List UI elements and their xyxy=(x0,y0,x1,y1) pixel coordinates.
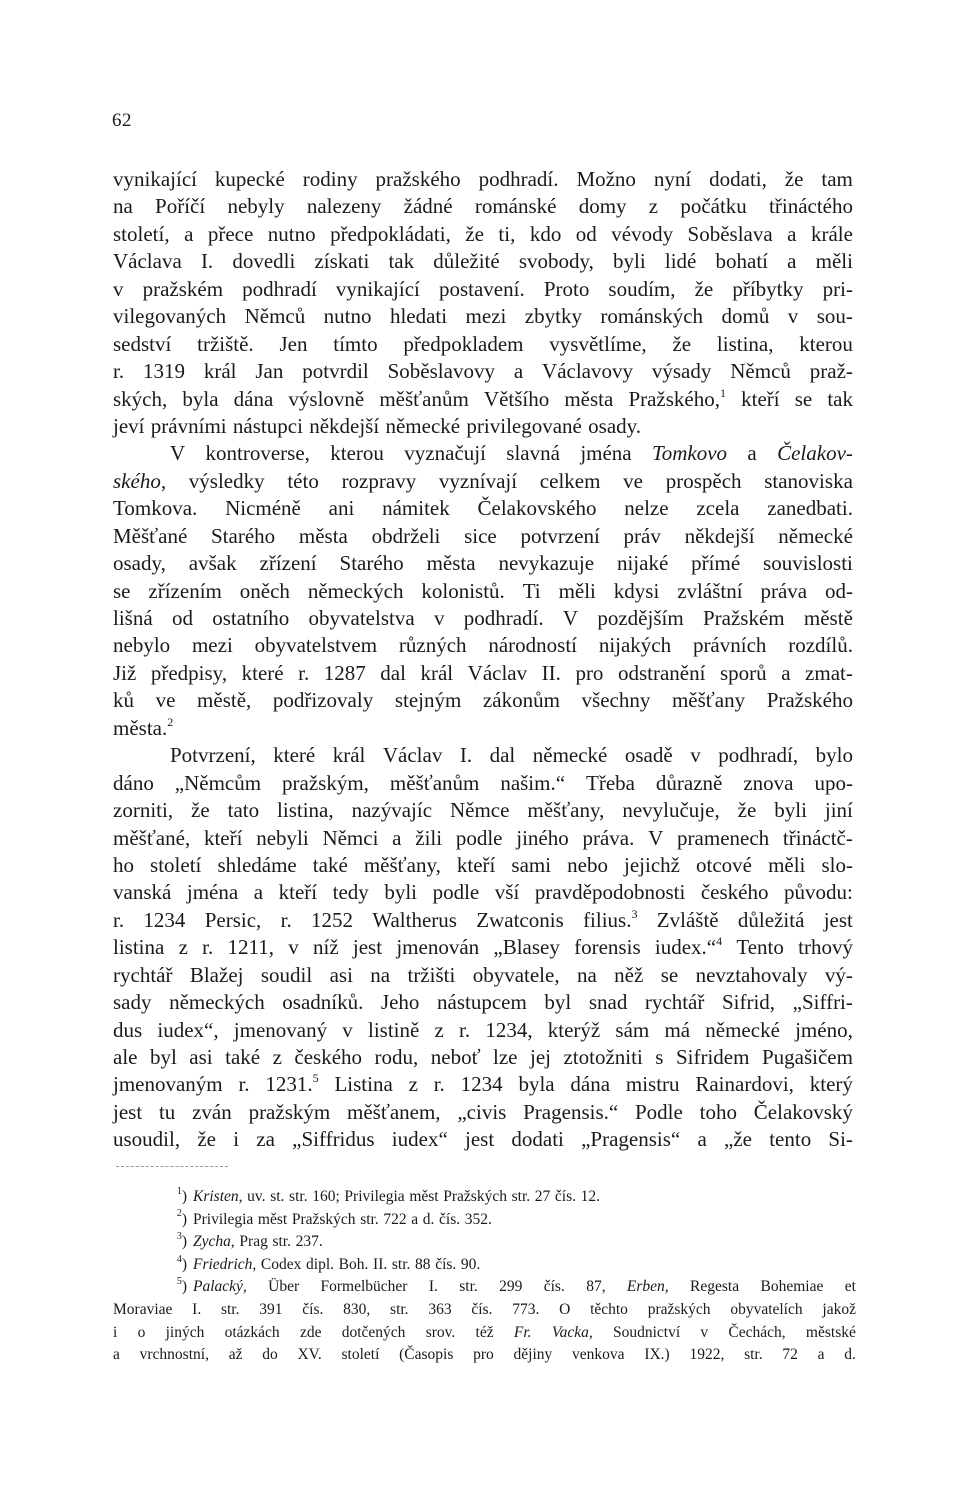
text-line: jmenovaným r. 1231.$^5$ Listina z r. 1234 byla dána mistru Rainardovi, který xyxy=(113,1071,853,1097)
text-line: nebylo mezi obyvatelstvem různých národností nijakých právních rozdílů. xyxy=(113,633,853,658)
text-line: ků ve městě, podřizovaly stejným zákonům všechny měšťany Pražského xyxy=(113,688,853,713)
text-line: vynikající kupecké rodiny pražského podhradí. Možno nyní dodati, že tam xyxy=(113,167,853,191)
text-line: dus iudex“, jmenovaný v listině z r. 1234, kterýž sám má německé jméno, xyxy=(113,1017,853,1042)
text-line: jest tu zván pražským měšťanem, „civis Pragensis.“ Podle toho Čelakovský xyxy=(113,1099,853,1124)
text-line: lišná od ostatního obyvatelstva v podhradí. V pozdějším Pražském městě xyxy=(113,606,853,630)
text-line: Měšťané Starého města obdrželi sice potvrzení práv někdejší německé xyxy=(113,523,853,548)
text-line: Václava I. dovedli získati tak důležité svobody, byli lidé bohatí a měli xyxy=(113,249,853,274)
text-line: sedství tržiště. Jen tímto předpokladem vysvětlíme, že listina, kterou xyxy=(113,331,853,356)
text-line: vanská jména a kteří tedy byli podle vší pravděpodobnosti českého původu: xyxy=(113,880,853,905)
footnote-line: $^5$) Palacký, Über Formelbücher I. str. 299 čís. 87, Erben, Regesta Bohemiae et xyxy=(113,1276,856,1299)
text-line: jeví právními nástupci někdejší německé privilegované osady. xyxy=(113,413,642,438)
footnote-line: a vrchnostní, až do XV. století (Časopis pro dějiny venkova IX.) 1922, str. 72 a d. xyxy=(113,1346,856,1364)
footnote-marker: $^1$) xyxy=(176,1185,187,1205)
text-line: listina z r. 1211, v níž jest jmenován „Blasey forensis iudex.“$^4$ Tento trhový xyxy=(113,934,853,960)
text-line: Již předpisy, které r. 1287 dal král Václav II. pro odstranění sporů a zmat- xyxy=(113,660,853,685)
footnote-marker: $^4$) xyxy=(176,1253,187,1273)
text-line: V kontroverse, kterou vyznačují slavná jména Tomkovo a Čelakov- xyxy=(170,441,853,466)
text-line: usoudil, že i za „Siffridus iudex“ jest dodati „Pragensis“ a „že tento Si- xyxy=(113,1127,853,1152)
text-line: Potvrzení, které král Václav I. dal německé osadě v podhradí, bylo xyxy=(170,743,853,768)
footnote-line: $^4$) Friedrich, Codex dipl. Boh. II. str. 88 čís. 90. xyxy=(113,1254,856,1277)
body-text xyxy=(113,166,853,1154)
text-line: r. 1234 Persic, r. 1252 Waltherus Zwatconis filius.$^3$ Zvláště důležitá jest xyxy=(113,906,853,932)
text-line: rychtář Blažej soudil asi na tržišti obyvatele, na něž se nevztahovaly vý- xyxy=(113,962,853,987)
text-line: r. 1319 král Jan potvrdil Soběslavovy a Václavovy výsady Němců praž- xyxy=(113,359,853,384)
footnote-line: $^2$) Privilegia měst Pražských str. 722 a d. čís. 352. xyxy=(113,1209,856,1232)
text-line: se zřízením oněch německých kolonistů. Ti měli kdysi zvláštní práva od- xyxy=(113,578,853,603)
footnote-separator xyxy=(116,1166,228,1167)
text-line: ho století shledáme také měšťany, kteří sami nebo jejichž otcové měli slo- xyxy=(113,852,853,877)
text-line: měšťané, kteří nebyli Němci a žili podle jiného práva. V pramenech třináctč- xyxy=(113,825,853,850)
page-number: 62 xyxy=(112,110,132,131)
text-line: zorniti, že tato listina, nazývajíc Němce měšťany, nevylučuje, že byli jiní xyxy=(113,798,853,823)
text-line: sady německých osadníků. Jeho nástupcem byl snad rychtář Sifrid, „Siffri- xyxy=(113,990,853,1015)
footnote-line: $^1$) Kristen, uv. st. str. 160; Privilegia měst Pražských str. 27 čís. 12. xyxy=(113,1186,856,1209)
footnote-marker: $^2$) xyxy=(176,1208,187,1228)
text-line: v pražském podhradí vynikající postavení. Proto soudím, že příbytky pri- xyxy=(113,276,853,301)
footnotes xyxy=(113,1186,856,1367)
footnote-marker: $^3$) xyxy=(176,1231,187,1251)
footnote-line: $^3$) Zycha, Prag str. 237. xyxy=(113,1231,856,1254)
text-line: století, a přece nutno předpokládati, že ti, kdo od vévody Soběslava a krále xyxy=(113,221,853,246)
footnote-line: i o jiných otázkách zde dotčených srov. též Fr. Vacka, Soudnictví v Čechách, městské xyxy=(113,1323,856,1341)
text-line: na Poříčí nebyly nalezeny žádné románské domy z počátku třináctého xyxy=(113,194,853,219)
text-line: ského, výsledky této rozpravy vyznívají celkem ve prospěch stanoviska xyxy=(113,468,853,493)
text-line: města.$^2$ xyxy=(113,714,174,740)
text-line: ských, byla dána výslovně měšťanům Většího města Pražského,$^1$ kteří se tak xyxy=(113,385,853,411)
text-line: Tomkova. Nicméně ani námitek Čelakovského nelze zcela zanedbati. xyxy=(113,496,853,521)
text-line: ale byl asi také z českého rodu, neboť lze jej ztotožniti s Sifridem Pugašičem xyxy=(113,1045,853,1069)
text-line: vilegovaných Němců nutno hledati mezi zbytky románských domů v sou- xyxy=(113,304,853,329)
footnote-line: Moraviae I. str. 391 čís. 830, str. 363 čís. 773. O těchto pražských obyvatelích jakož xyxy=(113,1300,856,1318)
footnote-marker: $^5$) xyxy=(176,1276,187,1296)
text-line: dáno „Němcům pražským, měšťanům našim.“ Třeba důrazně znova upo- xyxy=(113,770,853,795)
text-line: osady, avšak zřízení Starého města nevykazuje nijaké přímé souvislosti xyxy=(113,551,853,576)
